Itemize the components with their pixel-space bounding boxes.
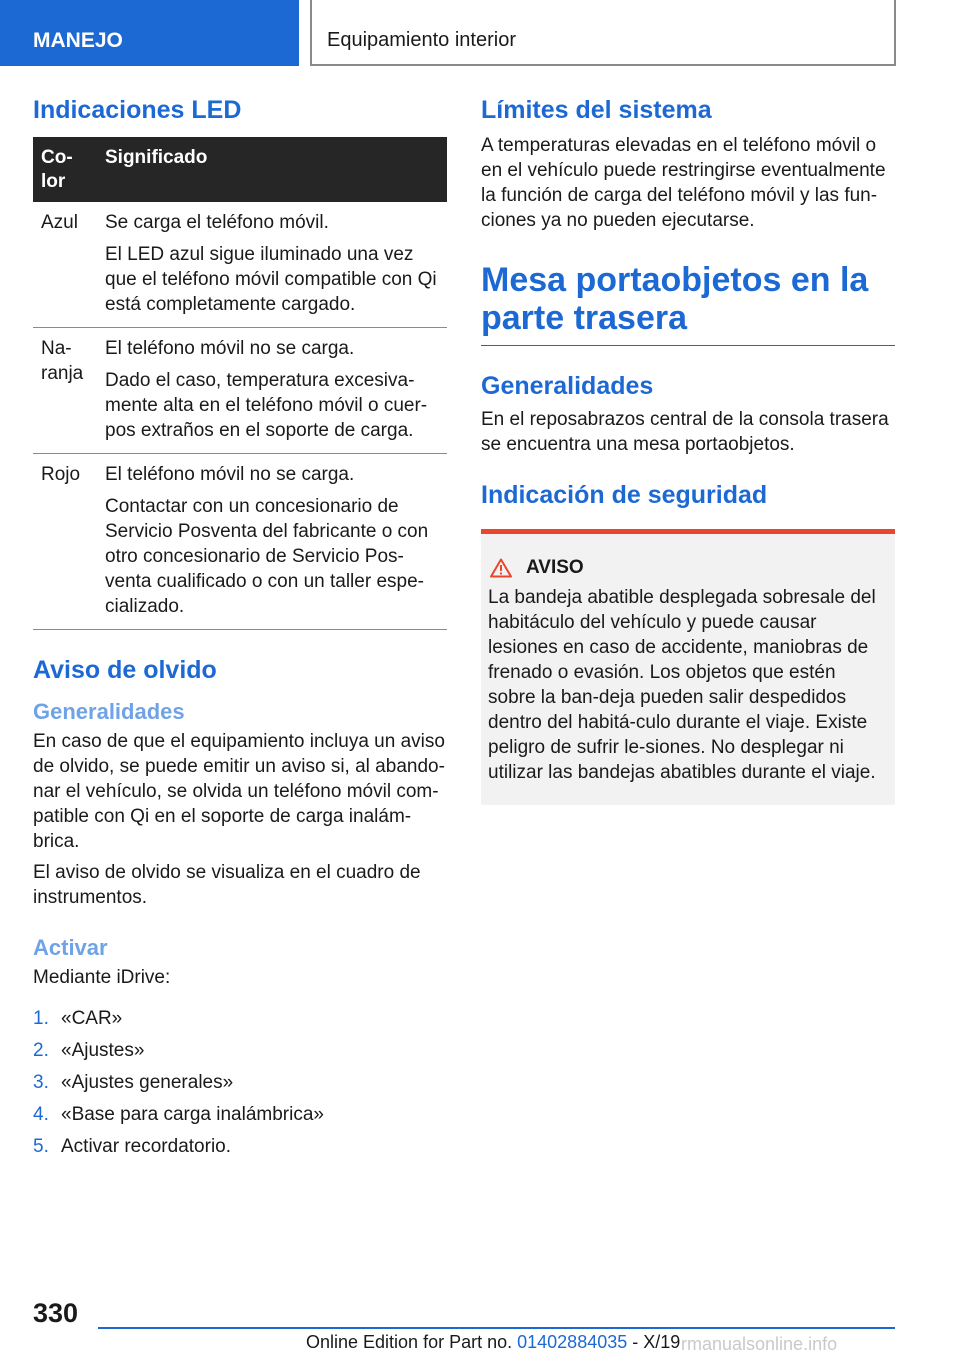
row-line: Se carga el teléfono móvil. bbox=[105, 212, 329, 233]
section-tab[interactable]: MANEJO bbox=[0, 0, 299, 66]
led-heading: Indicaciones LED bbox=[33, 96, 242, 124]
row-meaning bbox=[97, 328, 447, 454]
forget-heading: Aviso de olvido bbox=[33, 656, 217, 684]
list-item bbox=[33, 1134, 447, 1159]
step-text: «Base para carga inalámbrica» bbox=[61, 1104, 324, 1125]
step-text: «Ajustes» bbox=[61, 1040, 145, 1061]
row-color: Azul bbox=[33, 202, 97, 328]
step-text: «Ajustes generales» bbox=[61, 1072, 234, 1093]
right-column bbox=[481, 96, 895, 805]
edition-suffix: - X/19 bbox=[627, 1332, 681, 1352]
limits-paragraph: A temperaturas elevadas en el teléfono móvil o en el vehículo puede restringirse eventualmente la función de carga del teléfono móvil y las fun-ciones ya no pueden ejecutarse. bbox=[481, 135, 886, 231]
general-paragraph-2: El aviso de olvido se visualiza en el cuadro de instrumentos. bbox=[33, 862, 421, 908]
step-number: 4. bbox=[33, 1104, 49, 1125]
tray-heading: Mesa portaobjetos en la parte trasera bbox=[481, 261, 895, 346]
activate-intro: Mediante iDrive: bbox=[33, 967, 171, 988]
edition-prefix: Online Edition for Part no. bbox=[306, 1332, 518, 1352]
general-paragraph: En el reposabrazos central de la consola trasera se encuentra una mesa portaobjetos. bbox=[481, 409, 889, 455]
steps-list bbox=[33, 1006, 447, 1159]
list-item bbox=[33, 1006, 447, 1031]
step-number: 5. bbox=[33, 1136, 49, 1157]
general-subheading: Generalidades bbox=[33, 699, 185, 724]
step-number: 2. bbox=[33, 1040, 49, 1061]
warning-text: La bandeja abatible desplegada sobresale del habitáculo del vehículo y puede causar lesiones en caso de accidente, maniobras de frenado o evasión. Los objetos que estén sobre la ban-deja pueden salir despedidos dentro del habitá-culo durante el viaje. Existe peligro de sufrir le-siones. No desplegar ni utilizar las bandejas abatibles durante el viaje. bbox=[488, 587, 876, 783]
general-heading: Generalidades bbox=[481, 372, 654, 400]
row-color: Rojo bbox=[33, 454, 97, 630]
row-line: El LED azul sigue iluminado una vez que el teléfono móvil compatible con Qi está completamente cargado. bbox=[105, 244, 437, 315]
step-text: Activar recordatorio. bbox=[61, 1136, 232, 1157]
safety-heading: Indicación de seguridad bbox=[481, 481, 768, 509]
part-number: 01402884035 bbox=[517, 1332, 628, 1352]
row-line: Dado el caso, temperatura excesiva-mente alta en el teléfono móvil o cuer-pos extraños en el soporte de carga. bbox=[105, 370, 428, 441]
step-text: «CAR» bbox=[61, 1008, 123, 1029]
row-line: El teléfono móvil no se carga. bbox=[105, 338, 355, 359]
table-row bbox=[33, 202, 447, 328]
limits-heading: Límites del sistema bbox=[481, 96, 712, 124]
chapter-title: Equipamiento interior bbox=[310, 0, 896, 66]
table-header-row bbox=[33, 137, 447, 202]
warning-title bbox=[488, 557, 888, 579]
warning-box bbox=[481, 529, 895, 805]
row-meaning bbox=[97, 202, 447, 328]
col-color-header: Co- lor bbox=[33, 137, 97, 202]
step-number: 3. bbox=[33, 1072, 49, 1093]
warning-triangle-icon bbox=[490, 558, 512, 578]
edition-info bbox=[306, 1332, 680, 1353]
table-row bbox=[33, 328, 447, 454]
row-line: El teléfono móvil no se carga. bbox=[105, 464, 355, 485]
led-table bbox=[33, 137, 447, 630]
list-item bbox=[33, 1102, 447, 1127]
page-number: 330 bbox=[33, 1298, 79, 1328]
row-meaning bbox=[97, 454, 447, 630]
watermark: rmanualsonline.info bbox=[681, 1334, 838, 1354]
warning-label: AVISO bbox=[526, 557, 584, 578]
table-row bbox=[33, 454, 447, 630]
list-item bbox=[33, 1038, 447, 1063]
activate-subheading: Activar bbox=[33, 935, 108, 960]
col-meaning-header: Significado bbox=[97, 137, 447, 202]
row-line: Contactar con un concesionario de Servicio Posventa del fabricante o con otro concesionario de Servicio Pos-venta cualificado o con un taller espe-cializado. bbox=[105, 496, 429, 617]
footer-divider bbox=[98, 1327, 895, 1329]
general-paragraph-1: En caso de que el equipamiento incluya un aviso de olvido, se puede emitir un aviso si, al abando-nar el vehículo, se olvida un teléfono móvil com-patible con Qi en el soporte de carga inalám-brica. bbox=[33, 731, 445, 852]
row-color: Na- ranja bbox=[33, 328, 97, 454]
list-item bbox=[33, 1070, 447, 1095]
step-number: 1. bbox=[33, 1008, 49, 1029]
left-column bbox=[33, 96, 447, 1166]
